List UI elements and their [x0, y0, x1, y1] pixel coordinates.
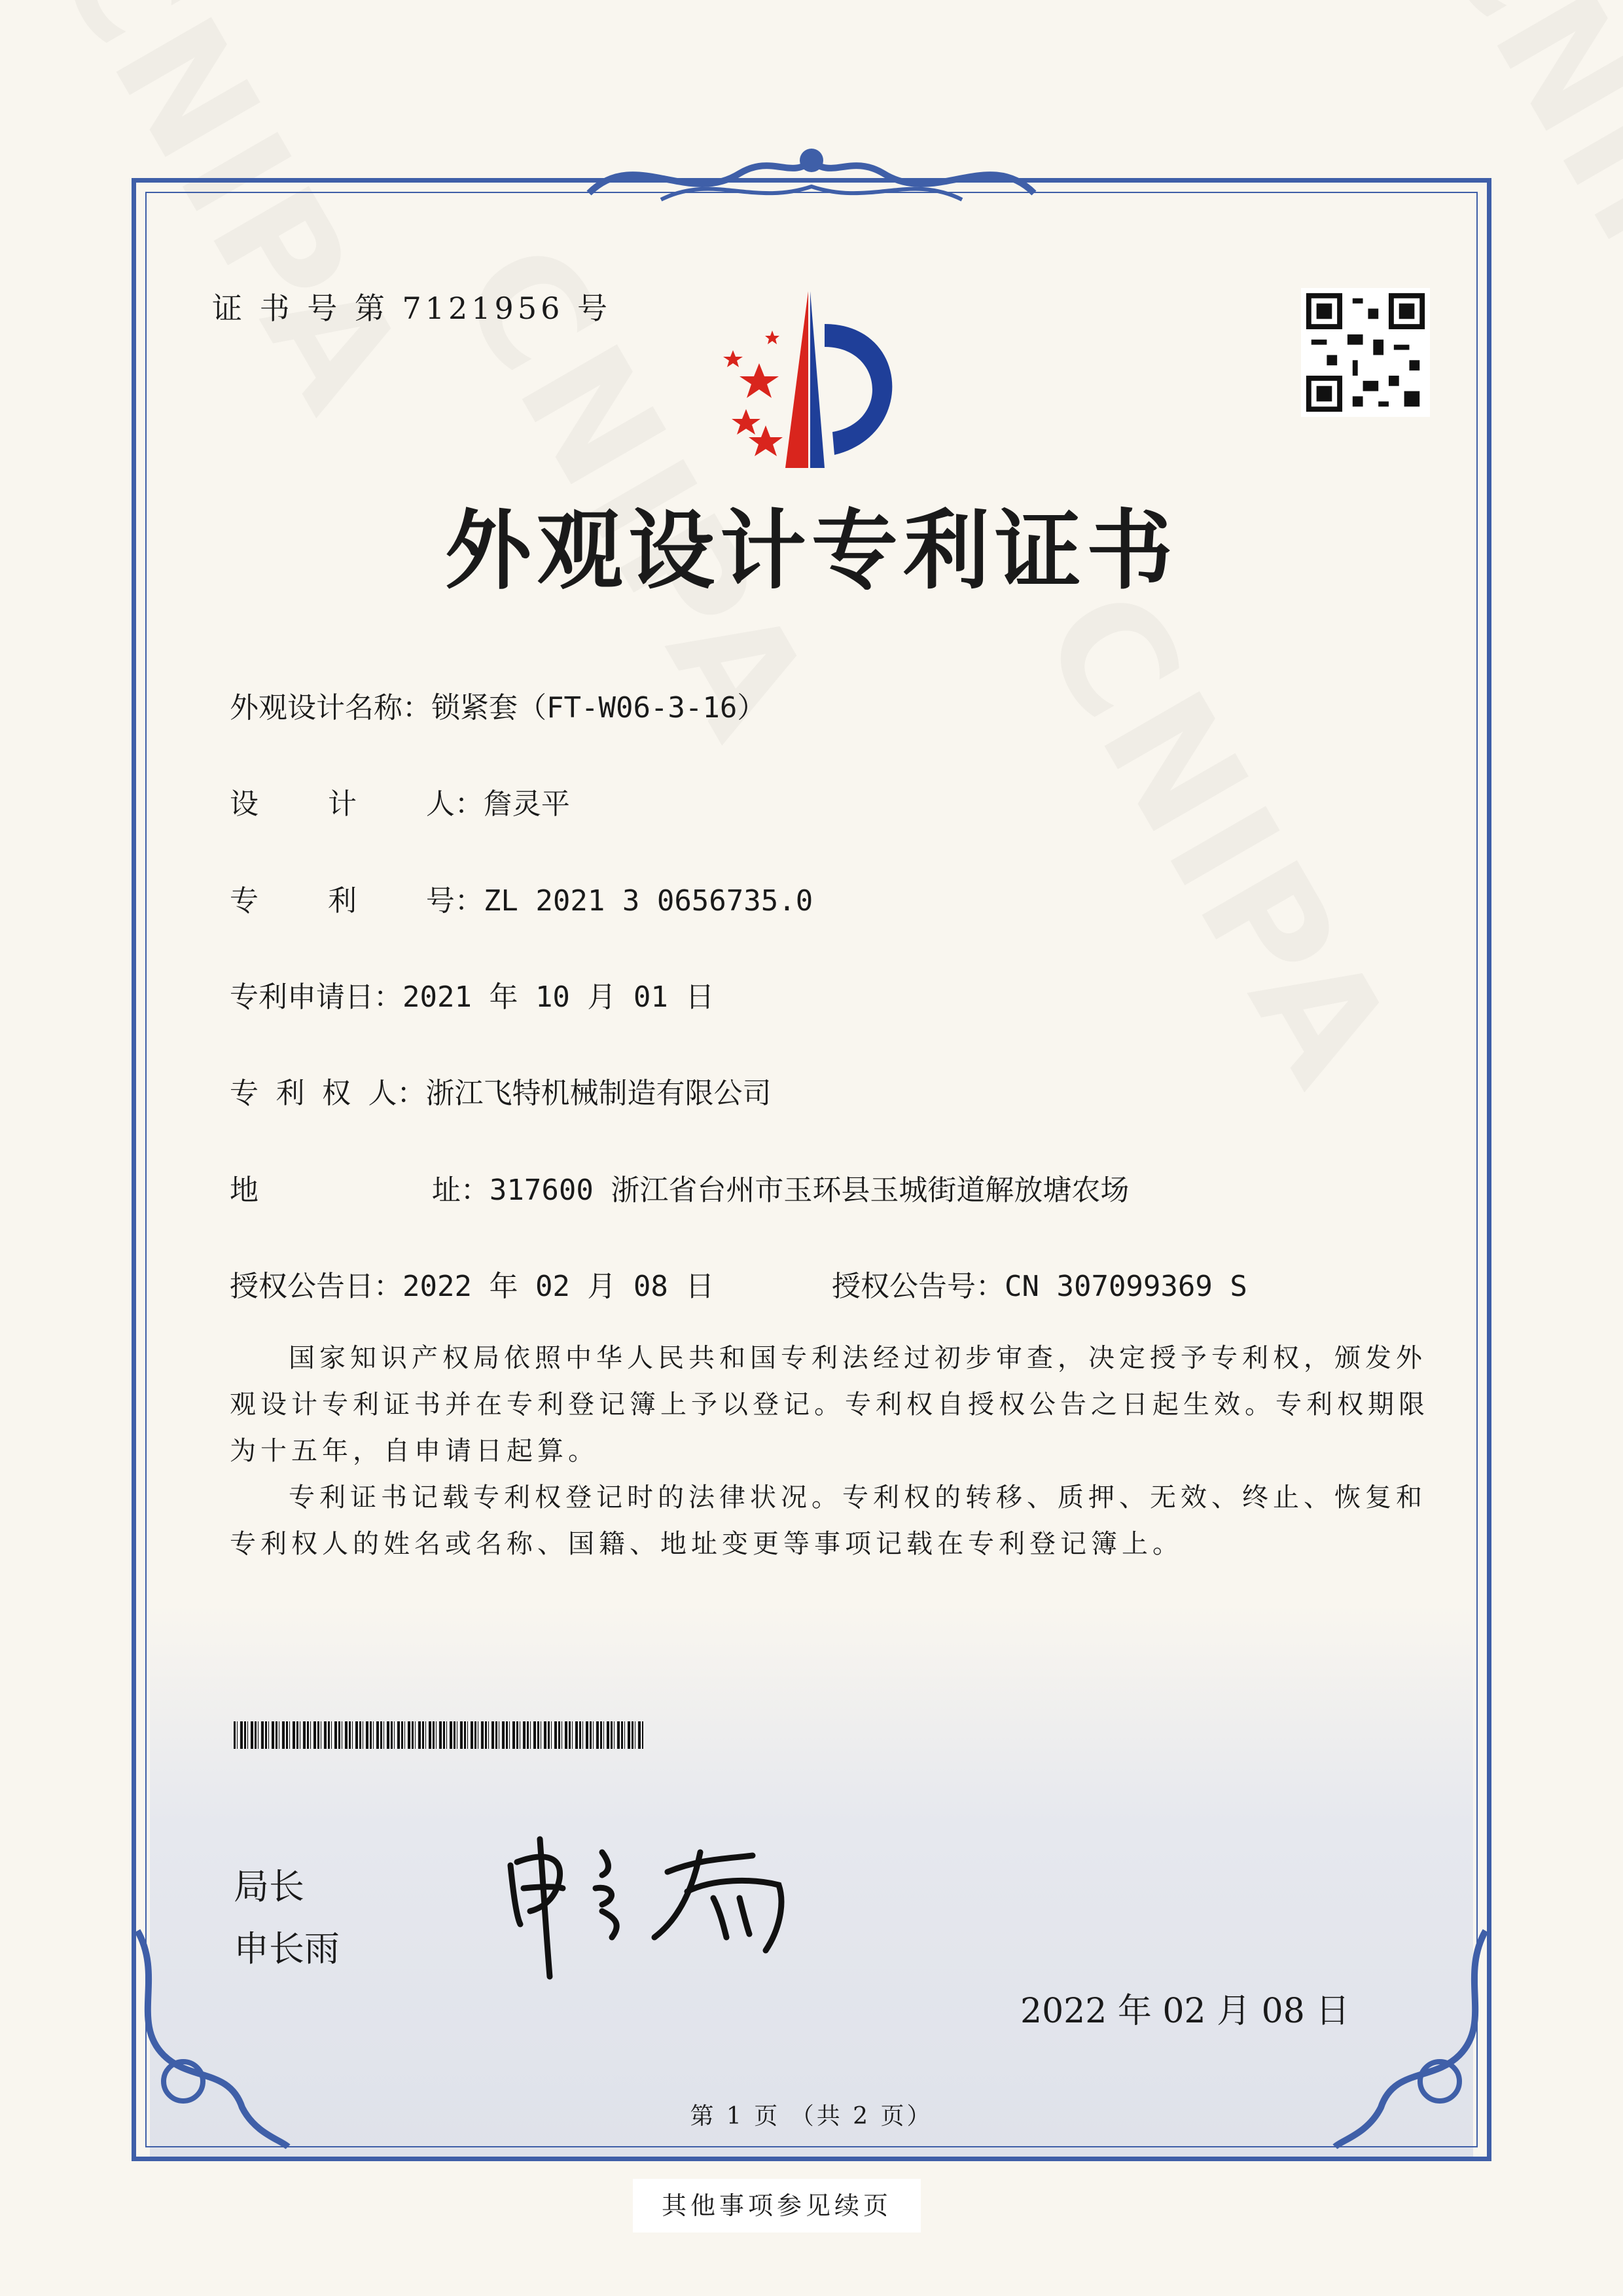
- field-label: 地 址：: [230, 1174, 490, 1207]
- page-indicator: 第 1 页 （共 2 页）: [690, 2103, 933, 2130]
- official-name: 申长雨: [234, 1928, 340, 1969]
- field-value: ZL 2021 3 0656735.0: [483, 884, 813, 918]
- field-value: 2021 年 10 月 01 日: [402, 980, 715, 1014]
- field-address: [230, 1166, 1129, 1208]
- field-value: CN 307099369 S: [1005, 1270, 1247, 1303]
- issue-date: 2022 年 02 月 08 日: [1020, 1992, 1350, 2031]
- field-application-date: [230, 973, 714, 1015]
- ornament-top: [582, 134, 1041, 219]
- continuation-note: 其他事项参见续页: [633, 2179, 921, 2233]
- qr-code: [1301, 288, 1430, 417]
- field-value: 浙江飞特机械制造有限公司: [425, 1077, 772, 1110]
- field-label: 专 利 号：: [230, 884, 484, 918]
- field-designer: [230, 780, 570, 822]
- field-label: 授权公告日：: [230, 1270, 402, 1303]
- statement: [230, 1335, 1434, 1568]
- field-announcement-number: [832, 1263, 1247, 1304]
- field-grant-date: [230, 1263, 714, 1304]
- statement-paragraph: 国家知识产权局依照中华人民共和国专利法经过初步审查，决定授予专利权，颁发外观设计专利证书并在专利登记簿上予以登记。专利权自授权公告之日起生效。专利权期限为十五年，自申请日起算。: [230, 1343, 1429, 1466]
- field-label: 专 利 权 人：: [230, 1077, 426, 1110]
- field-value: 锁紧套（FT-W06-3-16）: [431, 691, 766, 725]
- field-value: 詹灵平: [483, 787, 570, 821]
- certificate-number: 证 书 号 第 7121956 号: [212, 291, 611, 326]
- field-patent-number: [230, 877, 813, 919]
- field-label: 授权公告号：: [832, 1270, 1005, 1303]
- cnipa-logo: [694, 285, 936, 475]
- page-title: 外观设计专利证书: [445, 500, 1178, 601]
- signature: [504, 1826, 831, 1983]
- barcode: [234, 1721, 643, 1749]
- field-label: 外观设计名称：: [230, 691, 431, 725]
- field-label: 专利申请日：: [230, 980, 402, 1014]
- field-value: 317600 浙江省台州市玉环县玉城街道解放塘农场: [489, 1174, 1130, 1207]
- official-title: 局长: [234, 1866, 304, 1907]
- field-patentee: [230, 1069, 771, 1111]
- statement-paragraph: 专利证书记载专利权登记时的法律状况。专利权的转移、质押、无效、终止、恢复和专利权人的姓名或名称、国籍、地址变更等事项记载在专利登记簿上。: [230, 1482, 1427, 1559]
- field-value: 2022 年 02 月 08 日: [402, 1270, 715, 1303]
- field-design-name: [230, 684, 766, 726]
- field-label: 设 计 人：: [230, 787, 484, 821]
